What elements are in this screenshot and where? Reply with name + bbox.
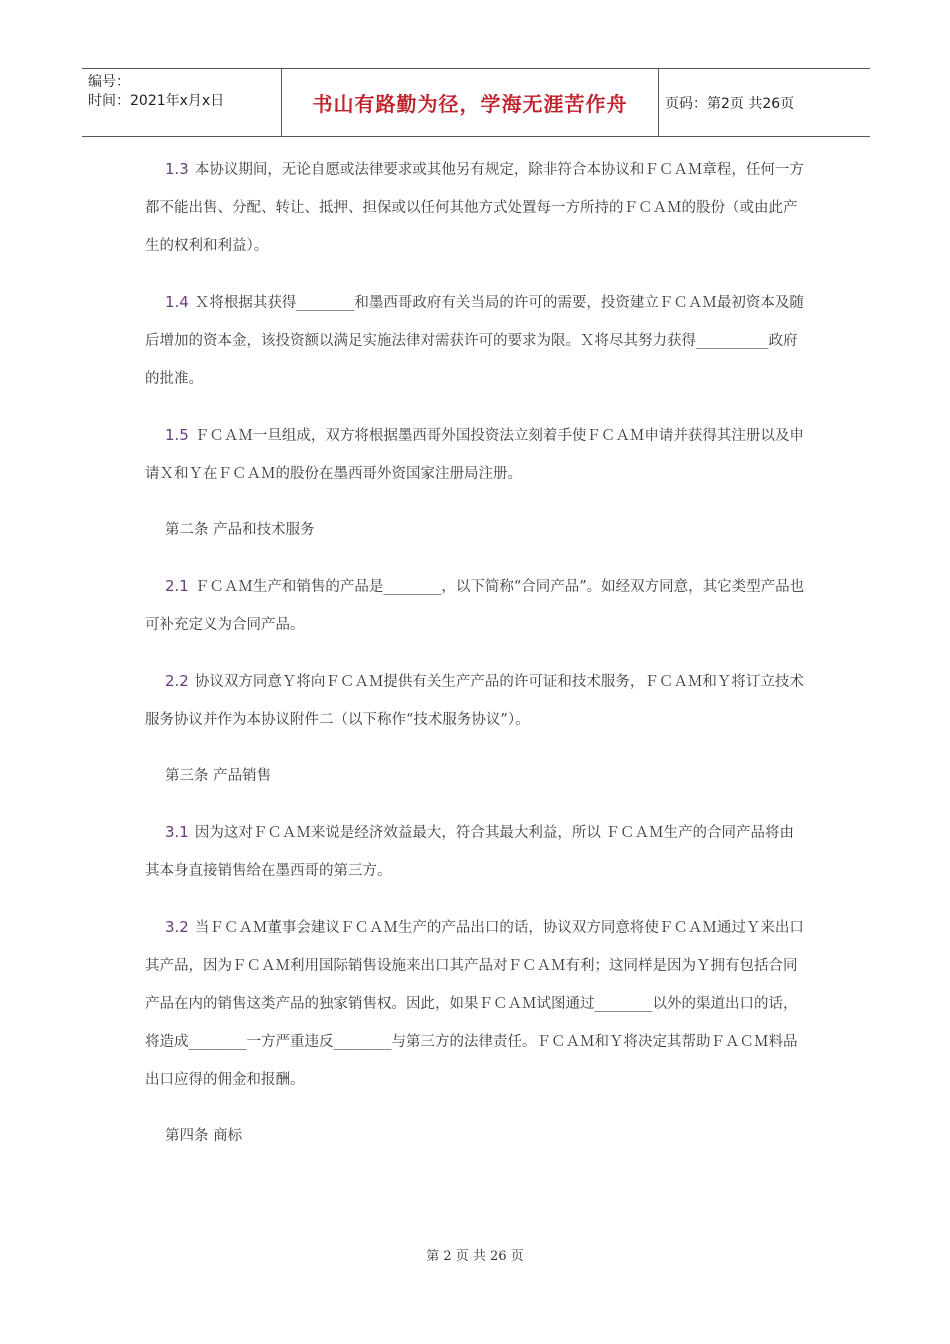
clause-number: 1.3 xyxy=(165,160,189,178)
clause-number: 3.1 xyxy=(165,823,189,841)
document-body xyxy=(145,150,805,1173)
clause-3-2 xyxy=(145,908,805,1099)
clause-text: Ｘ将根据其获得________和墨西哥政府有关当局的许可的需要，投资建立ＦＣＡＭ最初资本及随后增加的资本金，该投资额以满足实施法律对需获许可的要求为限。Ｘ将尽其努力获得__________政府的批准。 xyxy=(145,295,804,387)
clause-text: ＦＣＡＭ一旦组成，双方将根据墨西哥外国投资法立刻着手使ＦＣＡＭ申请并获得其注册以及申请Ｘ和Ｙ在ＦＣＡＭ的股份在墨西哥外资国家注册局注册。 xyxy=(145,428,804,482)
article-2-heading: 第二条 产品和技术服务 xyxy=(165,522,315,538)
clause-2-2 xyxy=(145,662,805,739)
clause-1-4 xyxy=(145,283,805,398)
header-motto-cell xyxy=(282,69,659,136)
article-4-heading: 第四条 商标 xyxy=(165,1128,243,1144)
clause-3-1 xyxy=(145,813,805,890)
header-page-info: 页码：第2页 共26页 xyxy=(665,95,795,112)
clause-number: 1.5 xyxy=(165,426,189,444)
clause-text: 协议双方同意Ｙ将向ＦＣＡＭ提供有关生产产品的许可证和技术服务，ＦＣＡＭ和Ｙ将订立技术服务协议并作为本协议附件二（以下称作“技术服务协议”）。 xyxy=(145,674,804,728)
clause-number: 2.1 xyxy=(165,577,189,595)
article-3-heading: 第三条 产品销售 xyxy=(165,768,272,784)
clause-text: 因为这对ＦＣＡＭ来说是经济效益最大，符合其最大利益，所以 ＦＣＡＭ生产的合同产品将由其本身直接销售给在墨西哥的第三方。 xyxy=(145,825,794,879)
clause-text: 本协议期间，无论自愿或法律要求或其他另有规定，除非符合本协议和ＦＣＡＭ章程，任何一方都不能出售、分配、转让、抵押、担保或以任何其他方式处置每一方所持的ＦＣＡＭ的股份（或由此产生的权利和利益）。 xyxy=(145,162,804,254)
header-meta xyxy=(82,69,282,136)
clause-number: 2.2 xyxy=(165,672,189,690)
page-footer: 第 2 页 共 26 页 xyxy=(426,1249,524,1264)
clause-number: 3.2 xyxy=(165,918,189,936)
clause-text: 当ＦＣＡＭ董事会建议ＦＣＡＭ生产的产品出口的话，协议双方同意将使ＦＣＡＭ通过Ｙ来出口其产品，因为ＦＣＡＭ利用国际销售设施来出口其产品对ＦＣＡＭ有利；这同样是因为Ｙ拥有包括合同产品在内的销售这类产品的独家销售权。因此，如果ＦＣＡＭ试图通过________以外的渠道出口的话，将造成________一方严重违反________与第三方的法律责任。ＦＣＡＭ和Ｙ将决定其帮助ＦＡＣＭ料品出口应得的佣金和报酬。 xyxy=(145,920,804,1088)
header-motto: 书山有路勤为径，学海无涯苦作舟 xyxy=(312,92,628,116)
clause-text: ＦＣＡＭ生产和销售的产品是________，以下简称“合同产品”。如经双方同意，其它类型产品也可补充定义为合同产品。 xyxy=(145,579,805,633)
time-label: 时间：2021年x月x日 xyxy=(88,93,225,109)
page-header xyxy=(82,68,870,137)
clause-1-3 xyxy=(145,150,805,265)
serial-label: 编号： xyxy=(88,74,130,90)
clause-1-5 xyxy=(145,416,805,493)
clause-number: 1.4 xyxy=(165,293,189,311)
clause-2-1 xyxy=(145,567,805,644)
